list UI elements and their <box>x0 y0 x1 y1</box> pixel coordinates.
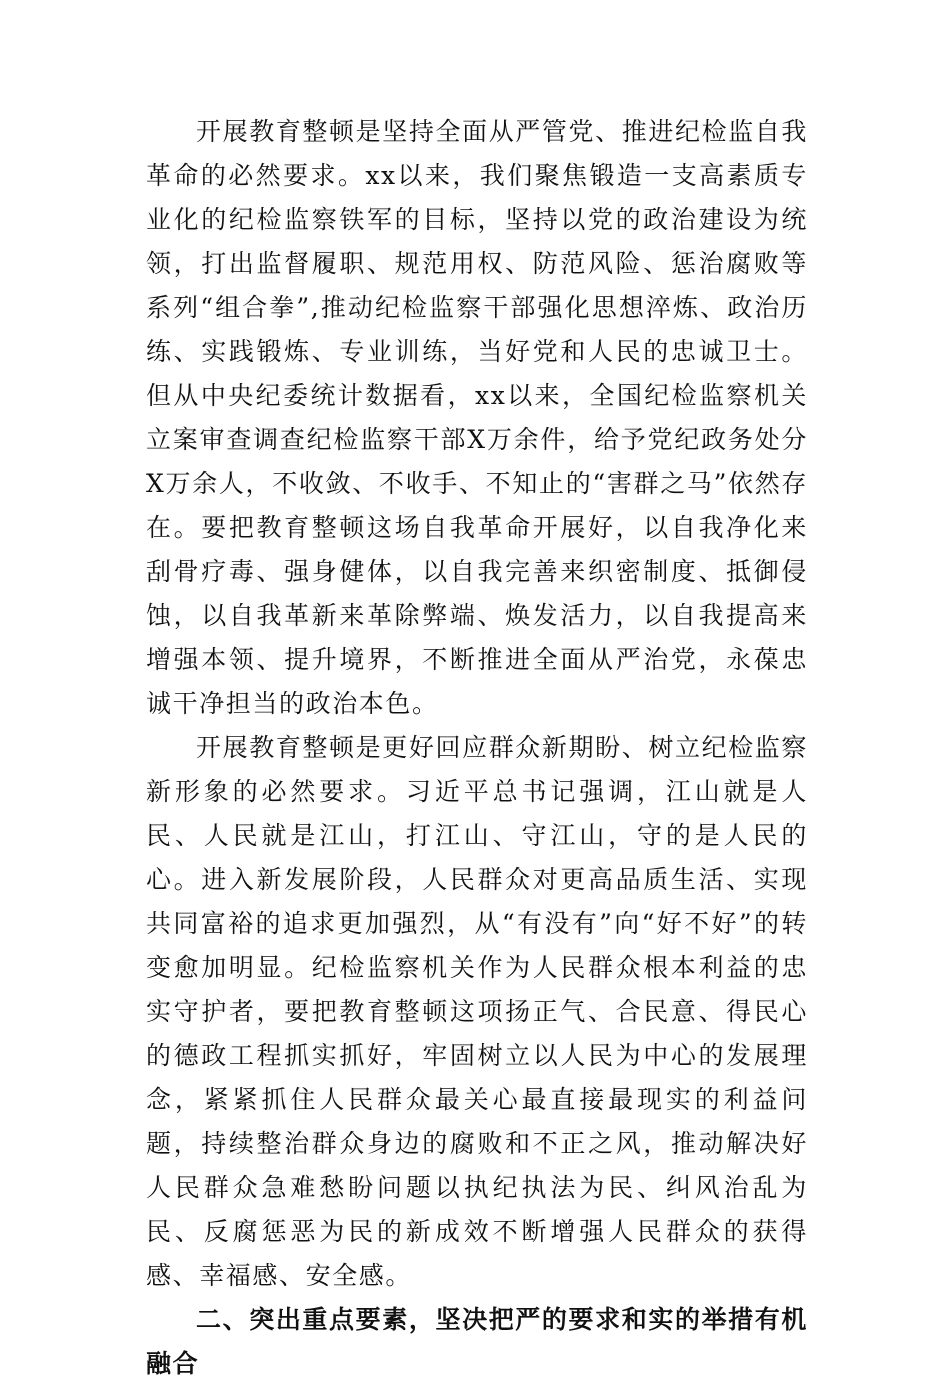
paragraph-public-expectations: 开展教育整顿是更好回应群众新期盼、树立纪检监察新形象的必然要求。习近平总书记强调，江山就是人民、人民就是江山，打江山、守江山，守的是人民的心。进入新发展阶段，人民群众对更高品质生活、实现共同富裕的追求更加强烈，从“有没有”向“好不好”的转变愈加明显。纪检监察机关作为人民群众根本利益的忠实守护者，要把教育整顿这项扬正气、合民意、得民心的德政工程抓实抓好，牢固树立以人民为中心的发展理念，紧紧抓住人民群众最关心最直接最现实的利益问题，持续整治群众身边的腐败和不正之风，推动解决好人民群众急难愁盼问题以执纪执法为民、纠风治乱为民、反腐惩恶为民的新成效不断增强人民群众的获得感、幸福感、安全感。 <box>146 733 808 1290</box>
document-body <box>146 110 808 1386</box>
paragraph-self-revolution: 开展教育整顿是坚持全面从严管党、推进纪检监自我革命的必然要求。xx以来，我们聚焦锻造一支高素质专业化的纪检监察铁军的目标，坚持以党的政治建设为统领，打出监督履职、规范用权、防范风险、惩治腐败等系列“组合拳”,推动纪检监察干部强化思想淬炼、政治历练、实践锻炼、专业训练，当好党和人民的忠诚卫士。但从中央纪委统计数据看，xx以来，全国纪检监察机关立案审查调查纪检监察干部X万余件，给予党纪政务处分X万余人，不收敛、不收手、不知止的“害群之马”依然存在。要把教育整顿这场自我革命开展好，以自我净化来刮骨疗毒、强身健体，以自我完善来织密制度、抵御侵蚀，以自我革新来革除弊端、焕发活力，以自我提高来增强本领、提升境界，不断推进全面从严治党，永葆忠诚干净担当的政治本色。 <box>146 117 808 718</box>
section-heading: 二、突出重点要素，坚决把严的要求和实的举措有机融合 <box>146 1305 808 1378</box>
